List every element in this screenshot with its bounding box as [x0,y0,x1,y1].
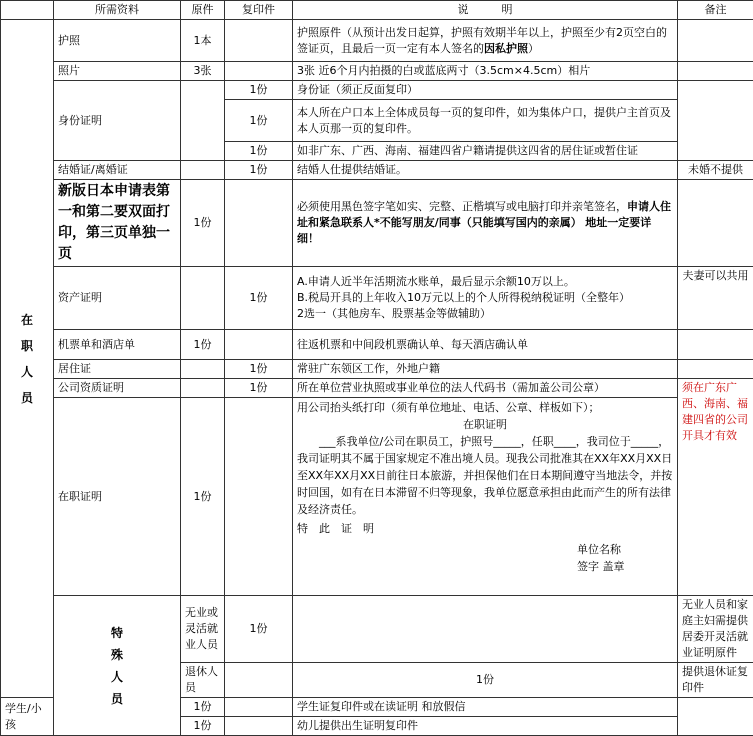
unemployed-original: 1份 [225,596,293,663]
header-row [1,1,753,20]
id-copy-1: 1份 [225,81,293,100]
company-item: 公司资质证明 [54,379,181,398]
table-row [1,180,753,267]
company-copy: 1份 [225,379,293,398]
form-item: 新版日本申请表第一和第二要双面打印，第三页单独一页 [54,180,181,267]
marriage-note: 未婚不提供 [678,161,753,180]
id-desc-2: 本人所在户口本上全体成员每一页的复印件，如为集体户口，提供户主首页及本人页那一页的复印件。 [293,100,678,142]
table-row [1,20,753,62]
special-category: 特 殊 人 员 [54,596,181,736]
id-desc-1: 身份证（须正反面复印） [293,81,678,100]
unemployed-desc: 无业人员和家庭主妇需提供居委开灵活就业证明原件 [678,596,753,663]
residence-desc: 常驻广东领区工作，外地户籍 [293,360,678,379]
student-original-1: 1份 [181,698,225,717]
passport-desc: 护照原件（从预计出发日起算，护照有效期半年以上，护照至少有2页空白的签证页，且最后一页一定有本人签名的因私护照） [293,20,678,62]
ticket-item: 机票单和酒店单 [54,330,181,360]
student-desc-1: 学生证复印件或在读证明 和放假信 [293,698,678,717]
table-row [1,596,753,663]
employed-category: 在 职 人 员 [1,20,54,698]
residence-item: 居住证 [54,360,181,379]
employment-original: 1份 [181,398,225,596]
company-note: 须在广东广西、海南、福建四省的公司开具才有效 [678,379,753,596]
residence-copy: 1份 [225,360,293,379]
student-desc-2: 幼儿提供出生证明复印件 [293,717,678,736]
company-desc: 所在单位营业执照或事业单位的法人代码书（需加盖公司公章） [293,379,678,398]
assets-copy: 1份 [225,267,293,330]
id-desc-3: 如非广东、广西、海南、福建四省户籍请提供这四省的居住证或暂住证 [293,142,678,161]
marriage-desc: 结婚人仕提供结婚证。 [293,161,678,180]
table-row [1,267,753,330]
table-row [1,161,753,180]
table-row [1,398,753,596]
unemployed-item: 无业或灵活就业人员 [181,596,225,663]
assets-desc: A.申请人近半年活期流水账单，最后显示余额10万以上。 B.税局开具的上年收入10万元以上的个人所得税纳税证明（全整年） 2选一（其他房车、股票基金等做辅助） [293,267,678,330]
retired-item: 退休人员 [181,663,225,698]
table-row [1,62,753,81]
marriage-item: 结婚证/离婚证 [54,161,181,180]
passport-original: 1本 [181,20,225,62]
header-copy: 复印件 [225,1,293,20]
table-row [1,330,753,360]
table-row [1,81,753,100]
header-item: 所需资料 [54,1,181,20]
id-copy-2: 1份 [225,100,293,142]
photo-original: 3张 [181,62,225,81]
student-original-2: 1份 [181,717,225,736]
retired-copy: 1份 [293,663,678,698]
header-category [1,1,54,20]
passport-item: 护照 [54,20,181,62]
photo-item: 照片 [54,62,181,81]
assets-item: 资产证明 [54,267,181,330]
id-item: 身份证明 [54,81,181,161]
header-description: 说 明 [293,1,678,20]
ticket-desc: 往返机票和中间段机票确认单、每天酒店确认单 [293,330,678,360]
form-original: 1份 [181,180,225,267]
photo-desc: 3张 近6个月内拍摄的白或蓝底两寸（3.5cm×4.5cm）相片 [293,62,678,81]
table-row [1,360,753,379]
employment-desc: 用公司抬头纸打印（须有单位地址、电话、公章、样板如下）； 在职证明 ___系我单位/公司在职员工，护照号_____，任职____，我司位于_____，我司证明其不属于国家规定不准出境人员。现我公司批准其在XX年XX月XX日至XX年XX月XX日前往日本旅游，并担保他们在日本期间遵守当地法令，并按时回国，如有在日本滞留不归等现象，我单位愿意承担由此而产生的所有法律及经济责任。 特 此 证 明 单位名称 签字 盖章 [293,398,678,596]
ticket-original: 1份 [181,330,225,360]
marriage-copy: 1份 [225,161,293,180]
student-item: 学生/小孩 [1,698,54,736]
header-note: 备注 [678,1,753,20]
employment-item: 在职证明 [54,398,181,596]
id-copy-3: 1份 [225,142,293,161]
header-original: 原件 [181,1,225,20]
form-desc: 必须使用黑色签字笔如实、完整、正楷填写或电脑打印并亲笔签名，申请人住址和紧急联系人*不能写朋友/同事（只能填写国内的亲属） 地址一定要详细！ [293,180,678,267]
table-row [1,379,753,398]
assets-note: 夫妻可以共用 [678,267,753,330]
retired-desc: 提供退休证复印件 [678,663,753,698]
